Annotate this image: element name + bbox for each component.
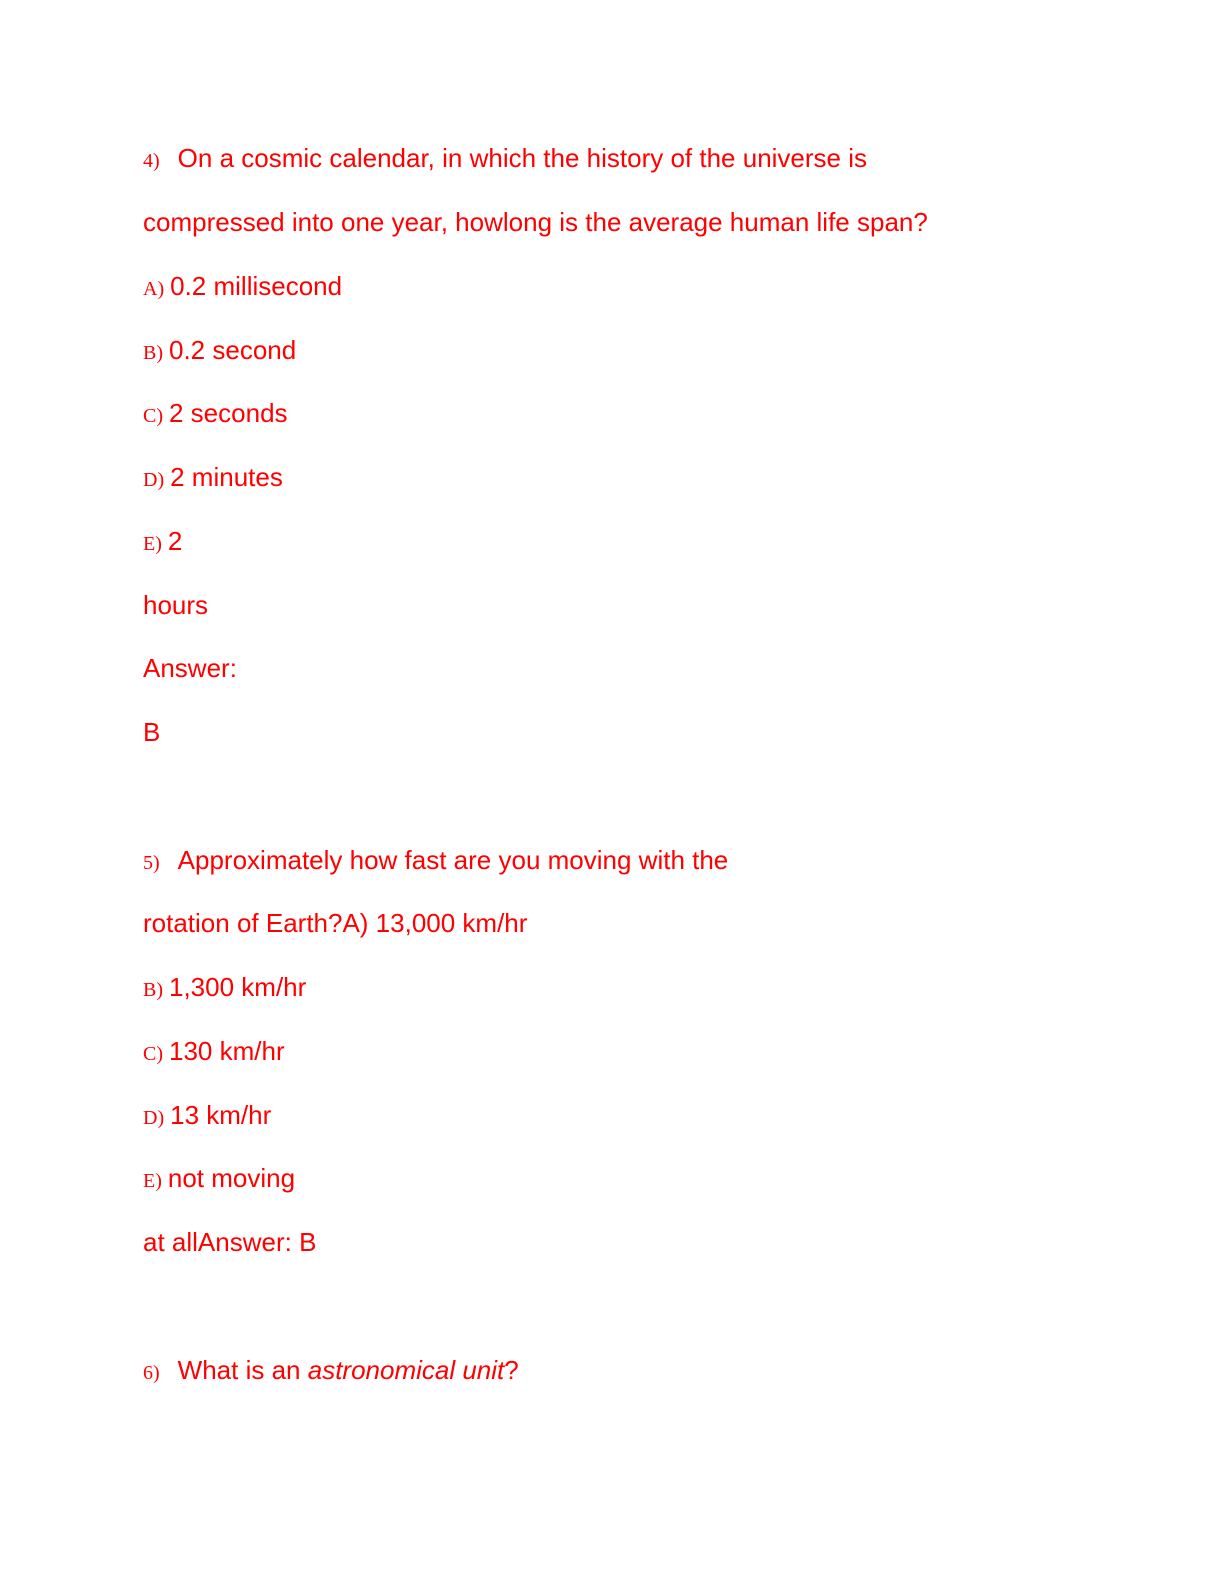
option-text: 0.2 second xyxy=(169,335,297,365)
question-5-line-1 xyxy=(143,844,728,879)
question-number: 5) xyxy=(143,852,160,874)
option-letter: B) xyxy=(143,342,163,364)
question-text-italic: astronomical unit xyxy=(307,1355,505,1385)
question-5-line-2: rotation of Earth?A) 13,000 km/hr xyxy=(143,908,528,938)
question-text-prefix: What is an xyxy=(177,1355,308,1385)
option-letter: D) xyxy=(143,1107,165,1129)
option-d xyxy=(143,461,283,496)
option-text: 1,300 km/hr xyxy=(169,972,307,1002)
question-text-suffix: ? xyxy=(504,1355,519,1385)
option-text: 130 km/hr xyxy=(169,1036,285,1066)
question-text: Approximately how fast are you moving with the xyxy=(177,845,729,875)
option-e xyxy=(143,1162,295,1197)
option-e xyxy=(143,525,182,560)
option-letter: D) xyxy=(143,469,165,491)
option-text: not moving xyxy=(167,1163,296,1193)
option-a xyxy=(143,270,342,305)
option-b xyxy=(143,334,296,369)
option-letter: E) xyxy=(143,533,162,555)
question-4-line-2: compressed into one year, howlong is the average human life span? xyxy=(143,207,928,237)
option-e-continuation: hours xyxy=(143,590,209,620)
answer-label: Answer: xyxy=(143,653,237,683)
option-b xyxy=(143,971,306,1006)
option-letter: C) xyxy=(143,1043,163,1065)
question-number: 6) xyxy=(143,1362,160,1384)
option-text: 2 xyxy=(167,526,183,556)
option-text: 13 km/hr xyxy=(170,1100,272,1130)
option-c xyxy=(143,397,288,432)
option-text: 0.2 millisecond xyxy=(170,271,343,301)
question-number: 4) xyxy=(143,150,160,172)
option-d xyxy=(143,1099,271,1134)
answer-line: at allAnswer: B xyxy=(143,1227,317,1257)
option-c xyxy=(143,1035,285,1070)
option-letter: A) xyxy=(143,278,165,300)
option-letter: C) xyxy=(143,405,163,427)
option-letter: B) xyxy=(143,979,163,1001)
option-letter: E) xyxy=(143,1170,162,1192)
option-text: 2 minutes xyxy=(170,462,283,492)
question-6-line-1 xyxy=(143,1354,519,1389)
question-4-line-1 xyxy=(143,142,867,177)
option-text: 2 seconds xyxy=(169,398,288,428)
answer-value: B xyxy=(143,717,161,747)
question-text: On a cosmic calendar, in which the history of the universe is xyxy=(177,143,868,173)
